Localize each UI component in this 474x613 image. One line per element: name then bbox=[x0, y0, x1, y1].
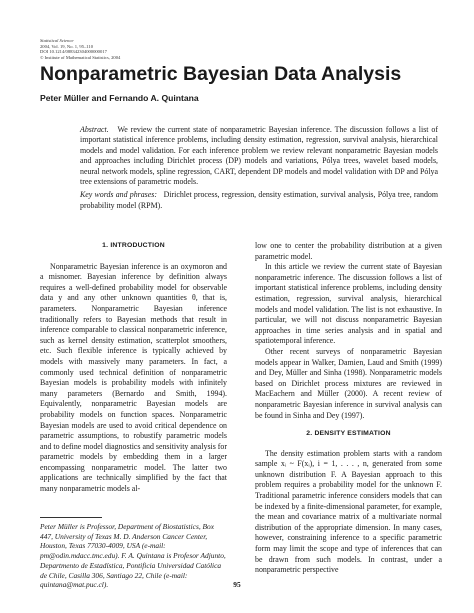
paper-authors: Peter Müller and Fernando A. Quintana bbox=[40, 93, 199, 103]
footnote-divider bbox=[40, 517, 102, 518]
journal-name: Statistical Science bbox=[40, 38, 74, 43]
journal-meta bbox=[40, 38, 120, 60]
keywords-label: Key words and phrases: bbox=[80, 190, 157, 200]
right-column bbox=[255, 241, 442, 576]
section-heading-density-estimation: 2. DENSITY ESTIMATION bbox=[306, 430, 391, 438]
author-footnote: Peter Müller is Professor, Department of Biostatistics, Box 447, University of Texas M. D. Anderson Cancer Center, Houston, Texas 77030-4009, USA (e-mail: pm@odin.mdacc.tmc.edu). F. A. Quintana is Profesor Adjunto, Departmento de Estadística, Pontificia Universidad Católica de Chile, Casilla 306, Santiago 22, Chile (e-mail: quintana@mat.puc.cl). bbox=[40, 522, 226, 590]
introduction-paragraph-3: Other recent surveys of nonparametric Bayesian models appear in Walker, Damien, Laud and Smith (1999) and Dey, Müller and Sinha (1998). Nonparametric models based on Dirichlet process mixtures are reviewed in MacEachern and Müller (2000). A recent review of nonparametric Bayesian inference in survival analysis can be found in Sinha and Dey (1997). bbox=[255, 346, 442, 420]
section-heading-introduction: 1. INTRODUCTION bbox=[102, 242, 165, 249]
keywords-text: Dirichlet process, regression, density estimation, survival analysis, Pólya tree, random probability model (RPM). bbox=[80, 190, 439, 210]
keywords-paragraph bbox=[80, 190, 438, 211]
abstract bbox=[80, 125, 438, 211]
page-number: 95 bbox=[233, 580, 241, 589]
journal-copyright: © Institute of Mathematical Statistics, 2004 bbox=[40, 54, 121, 60]
abstract-text: We review the current state of nonparametric Bayesian inference. The discussion follows a list of important statistical inference problems, including density estimation, regression, survival analysis, hierarchical models and model validation. For each inference problem we review relevant nonparametric Bayesian models and approaches including Dirichlet process (DP) models and variations, Pólya trees, wavelet based models, neural network models, spline regression, CART, dependent DP models and model validation with DP and Pólya tree extensions of parametric models. bbox=[80, 125, 438, 187]
introduction-paragraph: Nonparametric Bayesian inference is an oxymoron and a misnomer. Bayesian inference by definition always requires a well-defined probability model for observable data y and any other unknown quantities θ, that is, parameters. Nonparametric Bayesian inference traditionally refers to Bayesian methods that result in inference comparable to classical nonparametric inference, such as kernel density estimation, scatterplot smoothers, etc. Such flexible inference is typically achieved by models with massively many parameters. In fact, a commonly used technical definition of nonparametric Bayesian models is probability models with infinitely many parameters (Bernardo and Smith, 1994). Equivalently, nonparametric Bayesian models are probability models on function spaces. Nonparametric Bayesian models are used to avoid critical dependence on parametric assumptions, to robustify parametric models and to define model diagnostics and sensitivity analysis for parametric models by embedding them in a larger encompassing nonparametric model. The latter two applications are technically simplified by the fact that many nonparametric models al- bbox=[40, 261, 227, 494]
journal-volume: 2004, Vol. 19, No. 1, 95–110 bbox=[40, 43, 94, 49]
abstract-paragraph bbox=[80, 125, 438, 187]
abstract-label: Abstract. bbox=[80, 125, 109, 134]
introduction-continuation: low one to center the probability distribution at a given parametric model. bbox=[255, 241, 442, 261]
paper-title: Nonparametric Bayesian Data Analysis bbox=[40, 63, 402, 85]
left-column bbox=[40, 241, 227, 495]
density-estimation-paragraph: The density estimation problem starts with a random sample xᵢ ~ F(xᵢ), i = 1, . . . , n, generated from some unknown distribution F. A Bayesian approach to this problem requires a probability model for the unknown F. Traditional parametric inference considers models that can be indexed by a finite-dimensional parameter, for example, the mean and covariance matrix of a multivariate normal distribution of the appropriate dimension. In many cases, however, constraining inference to a specific parametric form may limit the scope and type of inferences that can be drawn from such models. In contrast, under a nonparametric perspective bbox=[255, 448, 442, 575]
introduction-paragraph-2: In this article we review the current state of Bayesian nonparametric inference. The discussion follows a list of important statistical inference problems, including density estimation, regression, survival analysis, hierarchical models and model validation. The list is not exhaustive. In particular, we will not discuss nonparametric Bayesian approaches in time series analysis and in spatial and spatiotemporal inference. bbox=[255, 262, 442, 346]
journal-doi: DOI 10.1214/088342304000000017 bbox=[40, 49, 107, 55]
